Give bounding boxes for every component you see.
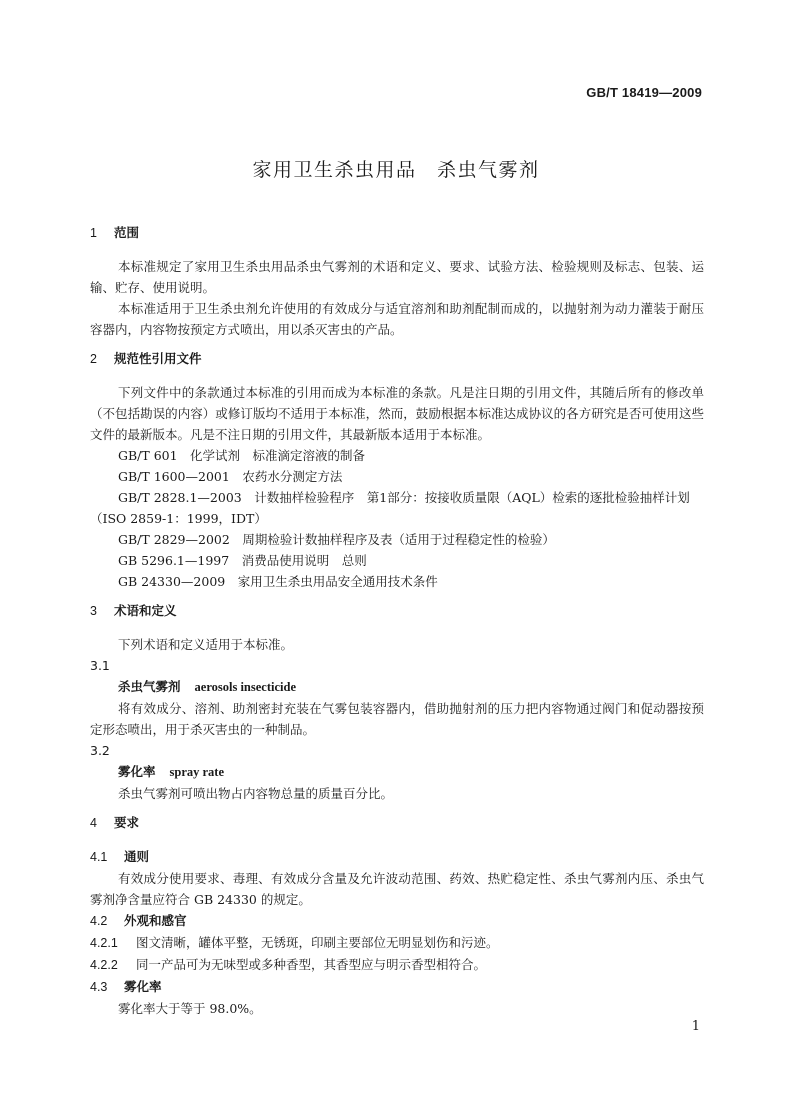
section-3-heading: [90, 600, 704, 622]
paragraph: 有效成分使用要求、毒理、有效成分含量及允许波动范围、药效、热贮稳定性、杀虫气雾剂内压、杀虫气雾剂净含量应符合 GB 24330 的规定。: [90, 871, 704, 907]
paragraph: 本标准适用于卫生杀虫剂允许使用的有效成分与适宜溶剂和助剂配制而成的，以抛射剂为动力灌装于耐压容器内，内容物按预定方式喷出，用以杀灭害虫的产品。: [90, 301, 704, 337]
section-number: 3: [90, 604, 97, 618]
term-zh: 雾化率: [118, 764, 156, 779]
section-1-heading: [90, 222, 704, 244]
section-2-heading: [90, 348, 704, 370]
reference-item: GB/T 1600—2001 农药水分测定方法: [118, 469, 343, 484]
clause-number: 4.2.1: [90, 936, 118, 950]
section-title: 要求: [114, 815, 140, 830]
clause-text: 图文清晰，罐体平整，无锈斑，印刷主要部位无明显划伤和污迹。: [136, 935, 499, 950]
clause-number: 4.2.2: [90, 958, 118, 972]
section-title: 术语和定义: [114, 603, 177, 618]
term-definition: 将有效成分、溶剂、助剂密封充装在气雾包装容器内，借助抛射剂的压力把内容物通过阀门和促动器按预定形态喷出，用于杀灭害虫的一种制品。: [90, 701, 704, 737]
paragraph: 本标准规定了家用卫生杀虫用品杀虫气雾剂的术语和定义、要求、试验方法、检验规则及标志、包装、运输、贮存、使用说明。: [90, 259, 704, 295]
standard-number: GB/T 18419—2009: [586, 85, 702, 100]
subsection-4-2-heading: [90, 910, 704, 932]
section-4-heading: [90, 812, 704, 834]
subsection-title: 通则: [124, 849, 150, 864]
reference-item: GB/T 601 化学试剂 标准滴定溶液的制备: [118, 448, 366, 463]
subsection-title: 雾化率: [124, 979, 162, 994]
clause-4-2-2: [90, 954, 704, 976]
section-number: 4: [90, 816, 97, 830]
reference-item: GB/T 2829—2002 周期检验计数抽样程序及表（适用于过程稳定性的检验）: [118, 532, 555, 547]
term-name: [90, 761, 704, 783]
term-number: 3.1: [90, 658, 110, 673]
reference-item: GB 5296.1—1997 消费品使用说明 总则: [118, 553, 367, 568]
subsection-number: 4.3: [90, 980, 108, 994]
term-definition: 杀虫气雾剂可喷出物占内容物总量的质量百分比。: [118, 786, 394, 801]
term-en: aerosols insecticide: [194, 680, 297, 694]
term-name: [90, 676, 704, 698]
term-en: spray rate: [169, 765, 225, 779]
document-title: 家用卫生杀虫用品 杀虫气雾剂: [252, 159, 540, 181]
subsection-title: 外观和感官: [124, 913, 187, 928]
section-number: 1: [90, 226, 97, 240]
subsection-4-1-heading: [90, 846, 704, 868]
subsection-4-3-heading: [90, 976, 704, 998]
page-number: 1: [691, 1019, 700, 1034]
section-title: 范围: [114, 225, 140, 240]
section-title: 规范性引用文件: [114, 351, 202, 366]
paragraph: 下列文件中的条款通过本标准的引用而成为本标准的条款。凡是注日期的引用文件，其随后所有的修改单（不包括勘误的内容）或修订版均不适用于本标准，然而，鼓励根据本标准达成协议的各方研究是否可使用这些文件的最新版本。凡是不注日期的引用文件，其最新版本适用于本标准。: [90, 385, 704, 442]
document-body: [90, 222, 704, 1019]
paragraph: 雾化率大于等于 98.0%。: [118, 1001, 262, 1016]
term-number: 3.2: [90, 743, 110, 758]
reference-item: GB 24330—2009 家用卫生杀虫用品安全通用技术条件: [118, 574, 438, 589]
section-number: 2: [90, 352, 97, 366]
subsection-number: 4.2: [90, 914, 108, 928]
paragraph: 下列术语和定义适用于本标准。: [118, 637, 294, 652]
clause-4-2-1: [90, 932, 704, 954]
term-zh: 杀虫气雾剂: [118, 679, 181, 694]
clause-text: 同一产品可为无味型或多种香型，其香型应与明示香型相符合。: [136, 957, 487, 972]
reference-item: GB/T 2828.1—2003 计数抽样检验程序 第1部分：按接收质量限（AQL）检索的逐批检验抽样计划（ISO 2859-1：1999，IDT）: [90, 490, 690, 526]
subsection-number: 4.1: [90, 850, 108, 864]
